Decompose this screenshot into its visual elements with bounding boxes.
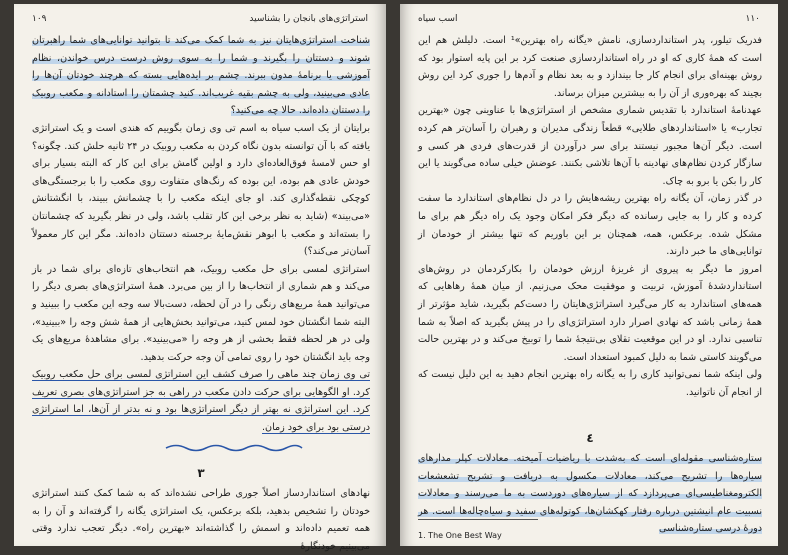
right-page xyxy=(400,4,778,546)
left-section-number: ٣ xyxy=(197,466,205,480)
left-paragraph-3: استراتژی لمسی برای حل مکعب روبیک، هم انتخاب‌های تازه‌ای برای شما در باز می‌کند و هم شماری از انتخاب‌ها را از بین می‌برد. همهٔ استراتژی‌های بصری دیگر را می‌توانید همهٔ مربع‌های رنگی را در آن لحظه، دست‌بالا سه وجه این مکعب را ببینید و البته شما انگشتان خود لمس کنید، می‌توانید بخش‌هایی از همهٔ شش وجه را «ببینید»، ولی در هر لحظه فقط بخشی از هر وجه را «می‌بینید». برای مشاهدهٔ مربع‌های یک وجه باید انگشتان خود را روی تمامی آن وجه حرکت بدهید. xyxy=(32,263,370,363)
left-page-number: ١٠٩ xyxy=(32,14,47,24)
left-paragraph-2: برایتان از یک اسب سیاه به اسم تی وی زمان بگوییم که هندی است و یک استراتژی یافته که با آن توانسته بدون نگاه کردن به مکعب روبیک در ۲۴ ثانیه حلش کند. چگونه؟ او حس لامسهٔ فوق‌العاده‌ای دارد و اولین گامش برای این کار که البته بسیار برای خودش عادی هم بوده، این بوده که رنگ‌های متفاوت روی مکعب را با برجستگی‌های کوچکی نقطه‌گذاری کند. او جای اینکه مکعب را با چشمانش ببیند، با انگشتانش «می‌بیند» (شاید به نظر برخی این کار تقلب باشد، ولی در نظر بگیرید که چشمانتان را بسته‌اند و مکعب با ابوهر نقش‌مایهٔ برجسته دستتان داده‌اند. مگر این کار معمولاً آسان‌تر می‌کند؟) xyxy=(32,122,370,258)
handwritten-underline xyxy=(164,442,304,454)
right-closing-paragraph: ستاره‌شناسی مقوله‌ای است که به‌شدت با ریاضیات آمیخته. معادلات کپلر مدارهای سیاره‌ها را تشریح می‌کند، معادلات مکسول به دریافت و تشریح تشعشعات الکترومغناطیسی‌ای می‌پردازد که از سیاره‌های دوردست به ما می‌رسند و معادلات نسبیت عام انیشتین درباره رفتار کهکشان‌ها، کوتوله‌های سفید و سیاه‌چاله‌ها است. هر دورهٔ درسی ستاره‌شناسی xyxy=(418,453,762,535)
left-running-title: استراتژی‌های بانجان را بشناسید xyxy=(249,14,368,24)
right-paragraph-4: امروز ما دیگر به پیروی از غریزهٔ ارزش خودمان را بکارکردمان در روش‌های استانداردشدهٔ آموزش، تربیت و موفقیت محک می‌زنیم. از میان همهٔ رهاهایی که همه‌های استاندارد به کار می‌گیرد استراتژی‌هایتان را دست‌کم بگیرید، شاید مؤثرتر از همهٔ زمانی باشد که نهادی اصرار دارد استراتژی‌ای را در پیش بگیرید که اصلاً به شما تناسبی ندارد. او در این موقعیت تقلای بی‌نتیجهٔ شما را توبیخ می‌کند و در بهترین حالت می‌گویند کاستی شما به دلیل کمبود استعداد است. xyxy=(418,263,762,363)
left-running-head xyxy=(32,14,368,28)
right-paragraph-2: عهدنامهٔ استاندارد با تقدیس شماری مشخص از استراتژی‌ها با عناوینی چون «بهترین تجارب» یا «استانداردهای طلایی» قطعاً زندگی مدیران و رهبران را آسان‌تر هم کرده است. دیگر آن‌ها مجبور نیستند برای سر درآوردن از قدرت‌های فردی هر کسی و سازگار کردن نظام‌های نهادینه با آن‌ها تلاشی بکنند. عوضش خیلی ساده می‌گویند یا این کار را بکن یا برو به چاک. xyxy=(418,105,762,187)
right-running-title: اسب سیاه xyxy=(418,14,458,24)
left-closing-paragraph: نهادهای استانداردساز اصلاً جوری طراحی نشده‌اند که به شما کمک کنند استراتژی خودتان را تشخیص بدهید، بلکه برعکس، یک استراتژی یگانه را گرفته‌اند و آن را به همه تعمیم داده‌اند و اسمش را گذاشته‌اند «بهترین راه». دیگر تعجب ندارد وقتی می‌بینیم خودنگارهٔ xyxy=(32,488,370,552)
right-page-number: ١١٠ xyxy=(745,14,760,24)
right-body xyxy=(418,32,762,401)
left-paragraph-1: شناخت استراتژی‌هایتان نیز به شما کمک می‌کند تا بتوانید توانایی‌های شما راهبرتان شوند و دستتان را بگیرند و شما را به سوی روش درست درس خواندن، نظام آموزشی یا برنامهٔ مدون ببرند. چشم بر ایده‌هایی بسته که هرچند خودتان آن‌ها را عادی می‌بینید، ولی به چشم بقیه غریب‌اند. کنید چشمتان را استادانه و مکعب روبیک را دستتان داده‌اند. حالا چه می‌کنید؟ xyxy=(32,35,370,117)
left-body xyxy=(32,32,370,437)
right-section-number: ٤ xyxy=(586,431,594,445)
right-running-head xyxy=(418,14,760,28)
footnote-divider xyxy=(418,519,538,520)
right-paragraph-1: فدریک تیلور، پدر استانداردسازی، نامش «یگانه راه بهترین»¹ است. دلیلش هم این است که همهٔ کاری که او در راه استانداردسازی صنعت کرد بر این پایه استوار بود که روش بهینه‌ای برای انجام کار جا بیندازد و به بعد نظام و آدم‌ها را جوری کرد این روش بچیند که بهره‌وری از آن را به بیشترین میزان برساند. xyxy=(418,35,763,99)
right-section xyxy=(418,424,762,538)
left-paragraph-4: تی وی زمان چند ماهی را صرف کشف این استراتژی لمسی برای حل مکعب روبیک کرد. او الگوهایی برای حرکت دادن مکعب در راهی به جز استراتژی‌های بصری تعریف کرد. این استراتژی نه بهتر از دیگر استراتژی‌ها بود و نه بدتر از آن‌ها، اما استراتژی درستی بود برای خود زمان. xyxy=(32,369,370,434)
left-section xyxy=(32,459,370,555)
footnote: 1. The One Best Way xyxy=(418,531,502,540)
right-paragraph-5: ولی اینکه شما نمی‌توانید کاری را به یگانه راه بهترین انجام دهید به این دلیل نیست که از انجام آن ناتوانید. xyxy=(418,369,762,398)
left-page xyxy=(14,4,386,552)
right-paragraph-3: در گذر زمان، آن یگانه راه بهترین ریشه‌هایش را در دل نظام‌های استاندارد ما سفت کرده و کار را به جایی رسانده که دیگر فکر امکان وجود یک راه دیگر هم برای ما مشکل شده. برعکس، همه، همچنان بر این باوریم که تنها بیشتر از خودمان از توانایی‌های ما خبر دارند. xyxy=(418,193,762,258)
